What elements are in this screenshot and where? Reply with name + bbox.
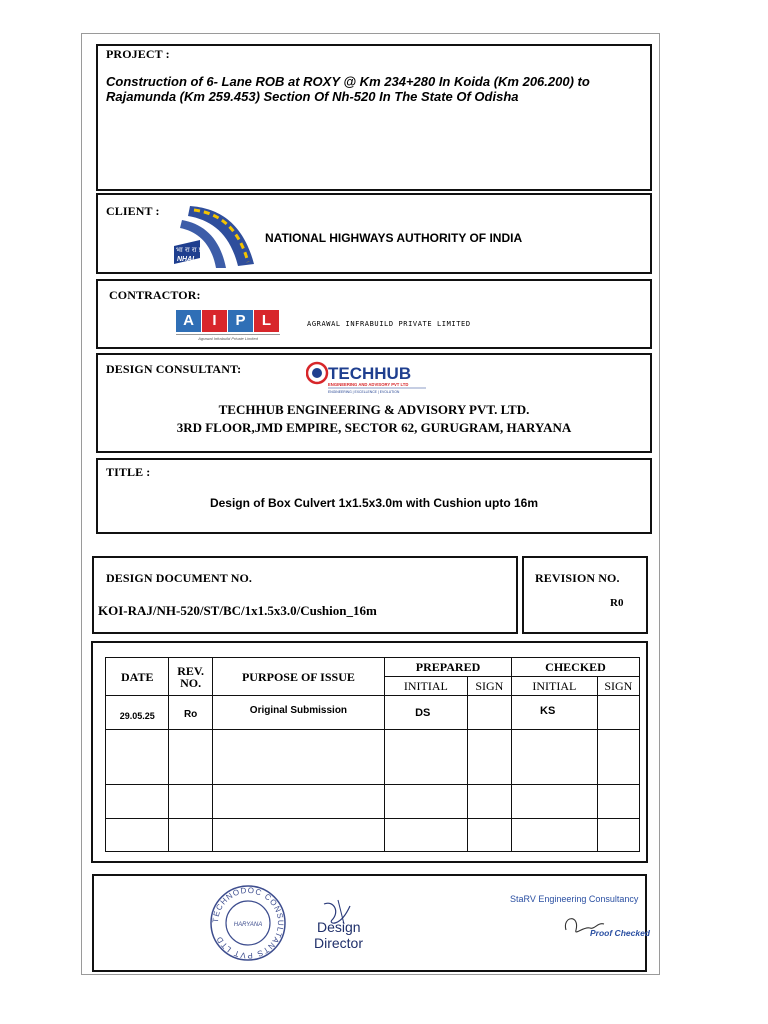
cell-rev (169, 730, 212, 785)
client-label: CLIENT : (106, 204, 160, 218)
stamps-section (92, 874, 650, 972)
techhub-logo (306, 360, 428, 394)
cell-date (106, 785, 169, 819)
aipl-letter-l: L (254, 310, 279, 332)
header-checked-sign: SIGN (597, 677, 639, 696)
cell-prepared-sign (467, 785, 511, 819)
cell-purpose (212, 730, 384, 785)
cell-prepared-initial (385, 785, 468, 819)
table-row (106, 696, 640, 730)
cell-checked-initial (512, 730, 598, 785)
cell-rev (169, 785, 212, 819)
revision-table-section (91, 641, 648, 863)
techhub-logo-tag: ENGINEERING | EXCELLENCE | EVOLUTION (328, 390, 400, 394)
starv-stamp (508, 892, 650, 962)
cell-prepared-initial (385, 819, 468, 852)
cell-date: 29.05.25 (106, 696, 169, 730)
cell-rev (169, 819, 212, 852)
aipl-logo-tagline: Agrawal Infrabuild Private Limited (176, 334, 280, 341)
cell-date (106, 819, 169, 852)
aipl-letter-i: I (202, 310, 227, 332)
header-checked-initial: INITIAL (512, 677, 598, 696)
proof-checked-label: Proof Checked (590, 928, 650, 938)
nhai-logo (168, 204, 258, 270)
aipl-letter-a: A (176, 310, 201, 332)
techhub-logo-sub: ENGINEERING AND ADVISORY PVT LTD (328, 382, 409, 387)
document-number-label: DESIGN DOCUMENT NO. (106, 571, 253, 585)
cell-checked-initial (512, 819, 598, 852)
project-section (96, 44, 652, 191)
header-prepared-sign: SIGN (467, 677, 511, 696)
header-rev-no: REV. NO. (169, 658, 212, 696)
cell-checked-initial (512, 785, 598, 819)
seal-center-text: HARYANA (233, 922, 263, 928)
client-name: NATIONAL HIGHWAYS AUTHORITY OF INDIA (265, 231, 523, 245)
project-label: PROJECT : (106, 47, 170, 61)
cell-prepared-initial: DS (385, 696, 468, 730)
cell-prepared-sign (467, 730, 511, 785)
header-checked: CHECKED (512, 658, 640, 677)
document-number-section (92, 556, 518, 634)
design-director-line1: Design (317, 919, 361, 935)
cell-purpose (212, 819, 384, 852)
header-prepared: PREPARED (385, 658, 512, 677)
design-director-line2: Director (314, 935, 364, 951)
table-row (106, 819, 640, 852)
design-consultant-section (96, 353, 652, 453)
header-date: DATE (106, 658, 169, 696)
title-label: TITLE : (106, 465, 151, 479)
cell-prepared-sign (467, 696, 511, 730)
nhai-logo-text: NHAI (177, 256, 195, 263)
header-purpose: PURPOSE OF ISSUE (212, 658, 384, 696)
cell-purpose (212, 785, 384, 819)
title-text: Design of Box Culvert 1x1.5x3.0m with Cushion upto 16m (209, 496, 539, 510)
cell-checked-sign (597, 819, 639, 852)
revision-number: R0 (610, 597, 624, 609)
contractor-name: AGRAWAL INFRABUILD PRIVATE LIMITED (307, 320, 471, 328)
contractor-section (96, 279, 652, 349)
seal-ring-text: TECHNODOC CONSULTANTS PVT LTD (210, 885, 286, 961)
design-director-stamp (310, 898, 370, 956)
revision-number-label: REVISION NO. (535, 571, 620, 585)
techhub-logo-main: TECHHUB (328, 364, 412, 383)
document-number: KOI-RAJ/NH-520/ST/BC/1x1.5x3.0/Cushion_16m (98, 603, 377, 618)
design-consultant-label: DESIGN CONSULTANT: (106, 362, 242, 376)
cell-purpose: Original Submission (212, 696, 384, 730)
consultant-name: TECHHUB ENGINEERING & ADVISORY PVT. LTD. (218, 402, 530, 417)
header-prepared-initial: INITIAL (385, 677, 468, 696)
aipl-letter-p: P (228, 310, 253, 332)
revision-number-section (522, 556, 648, 634)
title-section (96, 458, 652, 534)
aipl-logo (176, 310, 280, 343)
contractor-label: CONTRACTOR: (109, 288, 201, 302)
cell-date (106, 730, 169, 785)
cell-checked-initial: KS (512, 696, 598, 730)
consultant-address: 3RD FLOOR,JMD EMPIRE, SECTOR 62, GURUGRAM, HARYANA (176, 420, 572, 435)
cell-checked-sign (597, 785, 639, 819)
table-row (106, 785, 640, 819)
table-row (106, 730, 640, 785)
revision-table (105, 657, 640, 852)
cell-checked-sign (597, 696, 639, 730)
client-section (96, 193, 652, 274)
company-seal (208, 883, 288, 963)
cell-checked-sign (597, 730, 639, 785)
cell-prepared-initial (385, 730, 468, 785)
starv-title: StaRV Engineering Consultancy (510, 894, 639, 904)
cell-prepared-sign (467, 819, 511, 852)
project-text: Construction of 6- Lane ROB at ROXY @ Km 234+280 In Koida (Km 206.200) to Rajamunda (Km 259.453) Section Of Nh-520 In The State Of Odisha (106, 74, 590, 104)
cell-rev: Ro (169, 696, 212, 730)
nhai-hindi-text: भा रा रा प्रा (176, 246, 205, 254)
